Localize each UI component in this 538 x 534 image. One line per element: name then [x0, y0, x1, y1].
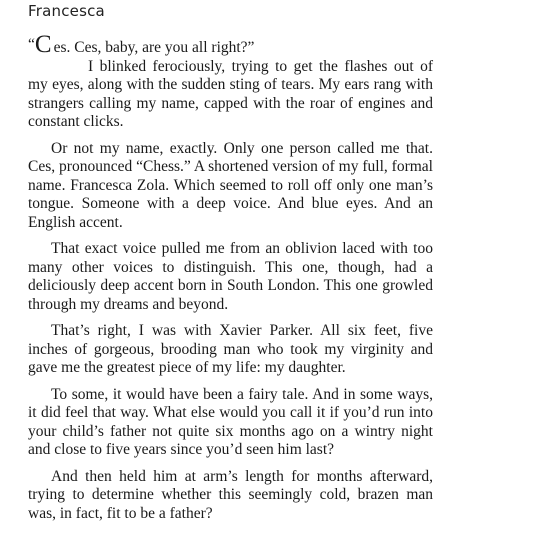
chapter-header: Francesca — [28, 2, 105, 20]
page-body — [28, 31, 433, 531]
paragraph-1: I blinked ferociously, trying to get the flashes out of my eyes, along with the sudden sting of tears. My ears rang with strangers calling my name, capped with the roar of engines and constant clicks. — [28, 57, 433, 130]
paragraph-3: That exact voice pulled me from an oblivion laced with too many other voices to distinguish. This one, though, had a deliciously deep accent born in South London. This one growled through my dreams and beyond. — [28, 240, 433, 313]
drop-cap: C — [34, 31, 52, 58]
paragraph-2: Or not my name, exactly. Only one person called me that. Ces, pronounced “Chess.” A shortened version of my full, formal name. Francesca Zola. Which seemed to roll off only one man’s tongue. Someone with a deep voice. And blue eyes. And an English accent. — [28, 139, 433, 231]
paragraph-4: That’s right, I was with Xavier Parker. All six feet, five inches of gorgeous, brooding man who took my virginity and gave me the greatest piece of my life: my daughter. — [28, 322, 433, 376]
paragraph-6: And then held him at arm’s length for months afterward, trying to determine whether this seemingly cold, brazen man was, in fact, fit to be a father? — [28, 467, 433, 522]
opening-paragraph — [28, 31, 433, 58]
paragraph-5: To some, it would have been a fairy tale. And in some ways, it did feel that way. What else would you call it if you’d run into your child’s father not quite six months ago on a wintry night and close to five years since you’d seen him last? — [28, 385, 433, 458]
opening-paragraph-text: es. Ces, baby, are you all right?” — [53, 39, 255, 56]
opening-quote-mark: “ — [28, 36, 35, 53]
